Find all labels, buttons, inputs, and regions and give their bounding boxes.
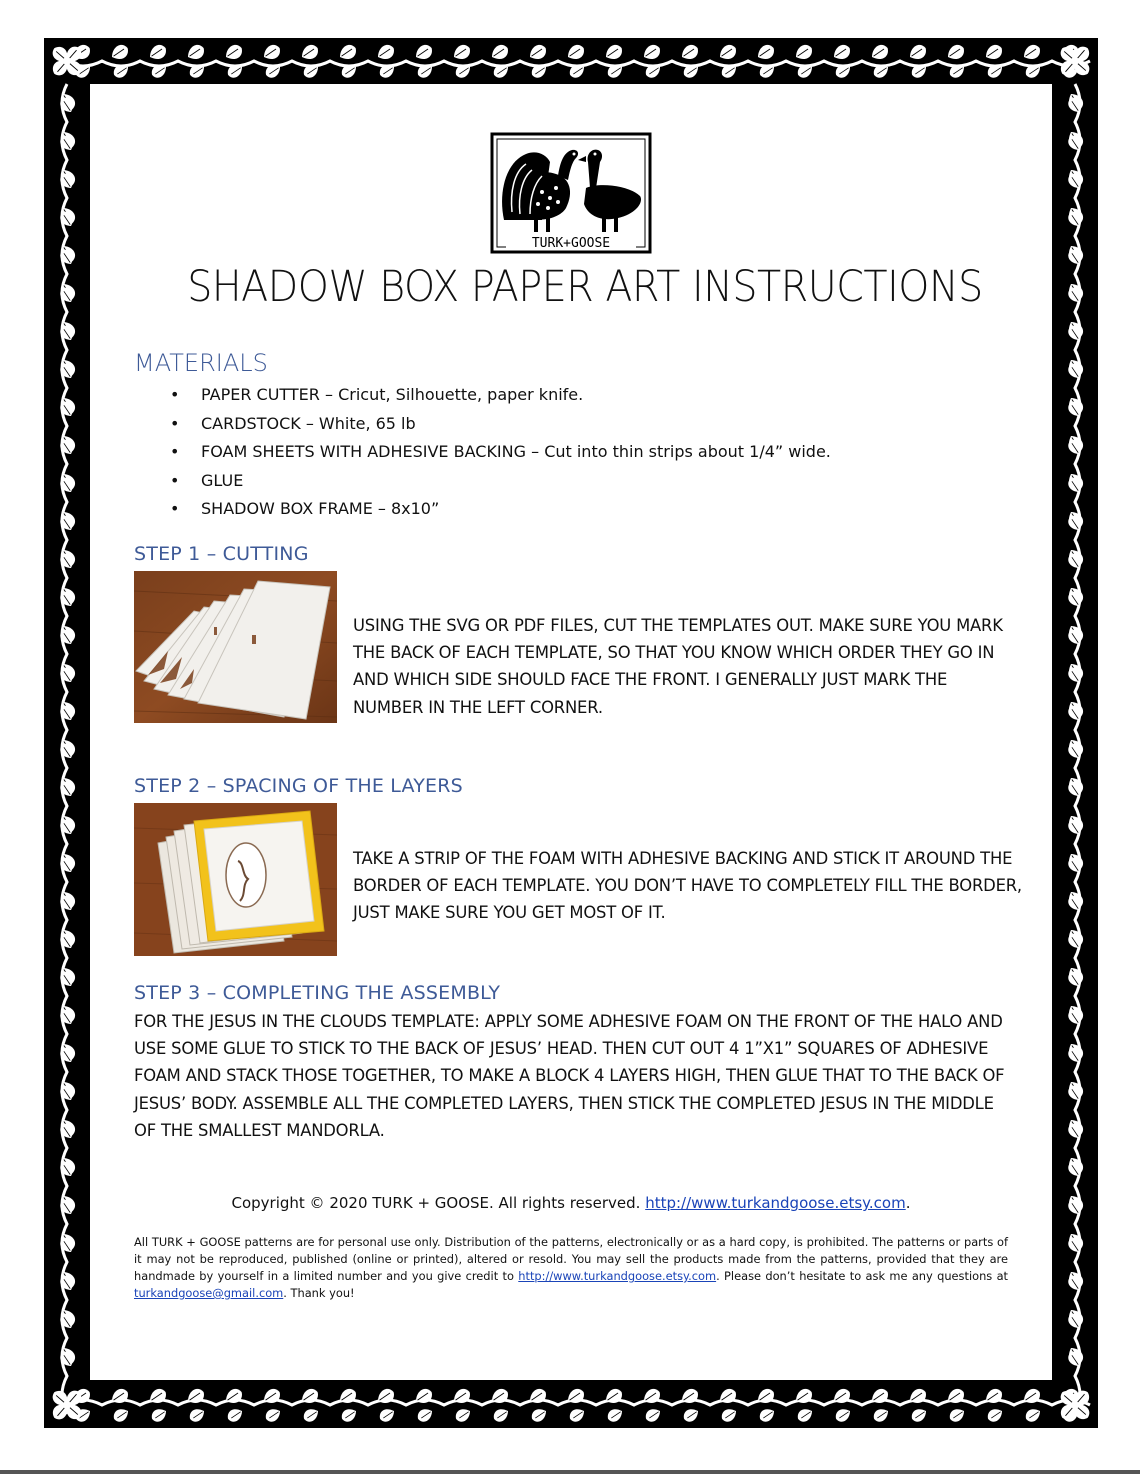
step-1-text: USING THE SVG OR PDF FILES, CUT THE TEMPLATES OUT. MAKE SURE YOU MARK THE BACK OF EACH TEMPLATE, SO THAT YOU KNOW WHICH ORDER THEY GO IN AND WHICH SIDE SHOULD FACE THE FRONT. I GENERALLY JUST MARK THE NUMBER IN THE LEFT CORNER. — [353, 616, 1003, 717]
legal-notice — [134, 1234, 1008, 1302]
material-text: SHADOW BOX FRAME – 8x10” — [201, 499, 440, 518]
materials-list — [170, 384, 990, 527]
step-1-heading: STEP 1 – CUTTING — [134, 543, 309, 565]
material-text: GLUE — [201, 470, 244, 490]
legal-text-1: All TURK + GOOSE patterns are for personal use only. Distribution of the patterns, electronically or as a hard copy, is prohibited. The patterns or parts of it may not be reproduced, published (online or printed), altered or resold. You may sell the products made from the patterns, provided that they are handmade by yourself in a limited number and you give credit to — [134, 1235, 1008, 1283]
material-text: CARDSTOCK – White, 65 lb — [201, 413, 416, 433]
copyright-period: . — [905, 1194, 911, 1212]
bottom-edge-divider — [0, 1470, 1140, 1474]
document-page — [90, 84, 1052, 1380]
legal-etsy-link[interactable]: http://www.turkandgoose.etsy.com — [518, 1269, 717, 1283]
logo-text: TURK+GOOSE — [531, 236, 611, 251]
bullet-icon: • — [170, 499, 180, 518]
legal-text-2: . Please don’t hesitate to ask me any questions at — [716, 1269, 1009, 1283]
page-title: SHADOW BOX PAPER ART INSTRUCTIONS — [187, 262, 983, 312]
list-item — [170, 498, 990, 527]
etsy-shop-link[interactable]: http://www.turkandgoose.etsy.com — [645, 1194, 906, 1212]
step-2-text: TAKE A STRIP OF THE FOAM WITH ADHESIVE BACKING AND STICK IT AROUND THE BORDER OF EACH TEMPLATE. YOU DON’T HAVE TO COMPLETELY FILL THE BORDER, JUST MAKE SURE YOU GET MOST OF IT. — [353, 849, 1022, 923]
materials-heading: MATERIALS — [134, 349, 268, 377]
legal-text-3: . Thank you! — [283, 1286, 355, 1300]
step-2-heading: STEP 2 – SPACING OF THE LAYERS — [134, 775, 463, 797]
step-2-photo-foam-layers — [134, 803, 337, 956]
step-3-text: FOR THE JESUS IN THE CLOUDS TEMPLATE: APPLY SOME ADHESIVE FOAM ON THE FRONT OF THE HALO AND USE SOME GLUE TO STICK TO THE BACK OF JESUS’ HEAD. THEN CUT OUT 4 1”X1” SQUARES OF ADHESIVE FOAM AND STACK THOSE TOGETHER, TO MAKE A BLOCK 4 LAYERS HIGH, THEN GLUE THAT TO THE BACK OF JESUS’ BODY. ASSEMBLE ALL THE COMPLETED LAYERS, THEN STICK THE COMPLETED JESUS IN THE MIDDLE OF THE SMALLEST MANDORLA. — [134, 1012, 1005, 1140]
bullet-icon: • — [170, 470, 180, 490]
copyright-text: Copyright © 2020 TURK + GOOSE. All rights reserved. — [231, 1194, 641, 1212]
material-text: FOAM SHEETS WITH ADHESIVE BACKING – Cut into thin strips about 1/4” wide. — [201, 442, 831, 461]
bullet-icon: • — [170, 413, 180, 433]
list-item — [170, 413, 990, 442]
list-item — [170, 441, 990, 470]
step-3-heading: STEP 3 – COMPLETING THE ASSEMBLY — [134, 982, 501, 1004]
step-1-photo-cut-templates — [134, 571, 337, 723]
list-item — [170, 384, 990, 413]
bullet-icon: • — [170, 442, 180, 461]
copyright-line — [90, 1194, 1052, 1212]
list-item — [170, 470, 990, 499]
bullet-icon: • — [170, 385, 180, 404]
material-text: PAPER CUTTER – Cricut, Silhouette, paper knife. — [201, 385, 584, 404]
turk-goose-logo — [490, 132, 652, 254]
email-link[interactable]: turkandgoose@gmail.com — [134, 1286, 284, 1300]
